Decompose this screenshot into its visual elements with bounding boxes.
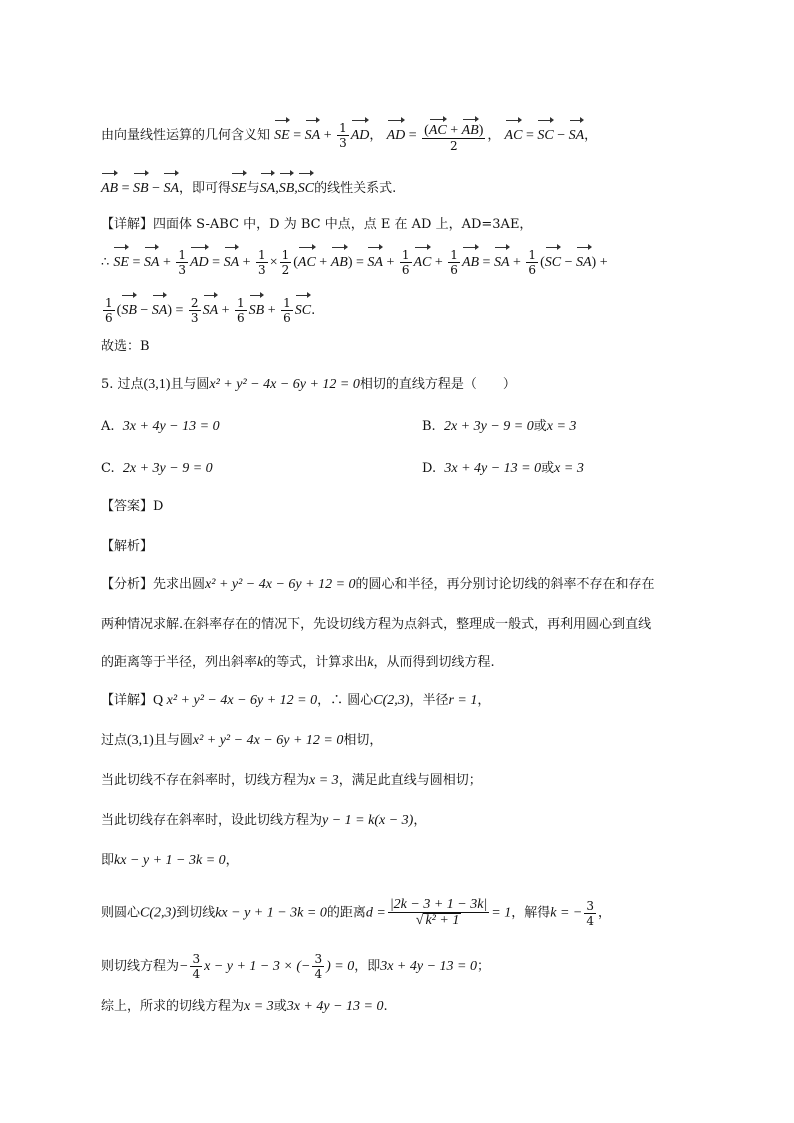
distance-fraction: $\frac{|2k - 3 + 1 - 3k|}{\text{√ k² + 1}}$ xyxy=(389,897,488,928)
analysis-line-3: 的距离等于半径，列出斜率k的等式，计算求出k，从而得到切线方程. xyxy=(101,655,495,670)
solution-line-2: 过点(3,1)且与圆x² + y² − 4x − 6y + 12 = 0相切， xyxy=(101,733,383,748)
vector-se: SE xyxy=(274,119,290,147)
analysis-line-2: 两种情况求解.在斜率存在的情况下，先设切线方程为点斜式，整理成一般式，再利用圆心到直线 xyxy=(101,617,652,632)
vector-relation-line-1: 由向量线性运算的几何含义知 SE = SA + $\frac{1}{3}$ AD， AD = $\frac{(AC + AB)}{2}$ ， AC = SC − SA， xyxy=(101,118,597,153)
fraction-ac-ab-half: $\frac{(AC + AB)}{2}$ xyxy=(422,118,485,153)
option-c: C. 2x + 3y − 9 = 0 xyxy=(101,461,213,476)
detail-derivation-line-1: ∴ SE = SA + $\frac{1}{3}$ AD = SA + $\frac{1}{3}$ × $\frac{1}{2}$ (AC + AB) = SA + $\frac{1}{6}$ AC + $\frac{1}{6}$ AB = SA + $\frac{1}{6}$ (SC − SA) + xyxy=(101,248,608,277)
solution-line-5: 即kx − y + 1 − 3k = 0， xyxy=(101,853,239,868)
solution-line-4: 当此切线存在斜率时，设此切线方程为y − 1 = k(x − 3)， xyxy=(101,813,427,828)
solution-line-7: 则切线方程为− $\frac{3}{4}$ x − y + 1 − 3 × (− $\frac{3}{4}$ ) = 0，即3x + 4y − 13 = 0； xyxy=(101,952,490,981)
option-b: B. 2x + 3y − 9 = 0或x = 3 xyxy=(422,419,577,434)
vector-relation-line-2: AB = SB − SA，即可得SE与SA,SB,SC的线性关系式. xyxy=(101,172,396,200)
vector-ad: AD xyxy=(351,119,370,147)
detail-tag: 【详解】 xyxy=(101,217,154,232)
fraction-one-third: $\frac{1}{3}$ xyxy=(339,121,347,150)
vector-sa: SA xyxy=(305,119,321,147)
question-5-stem: 5. 过点(3,1)且与圆x² + y² − 4x − 6y + 12 = 0相切的直线方程是（ ） xyxy=(101,377,516,392)
detail-text: 四面体 S-ABC 中，D 为 BC 中点，点 E 在 AD 上，AD=3AE， xyxy=(153,217,533,232)
analysis-line-1: 【分析】先求出圆x² + y² − 4x − 6y + 12 = 0的圆心和半径，再分别讨论切线的斜率不存在和存在 xyxy=(101,577,655,592)
answer-label: 【答案】D xyxy=(101,499,164,514)
analysis-heading: 【解析】 xyxy=(101,539,154,554)
detail-heading-line xyxy=(101,214,532,236)
solution-line-1: 【详解】Q x² + y² − 4x − 6y + 12 = 0，∴ 圆心C(2,3)，半径r = 1， xyxy=(101,693,491,708)
lead-text: 由向量线性运算的几何含义知 xyxy=(101,128,271,143)
option-d: D. 3x + 4y − 13 = 0或x = 3 xyxy=(422,461,584,476)
detail-derivation-line-2: $\frac{1}{6}$ (SB − SA) = $\frac{2}{3}$ SA + $\frac{1}{6}$ SB + $\frac{1}{6}$ SC. xyxy=(105,296,316,325)
solution-line-6: 则圆心C(2,3)到切线kx − y + 1 − 3k = 0的距离d = $\frac{|2k - 3 + 1 - 3k|}{\text{√ k² + 1}}$ = 1，解得k = − $\frac{3}{4}$ ， xyxy=(101,897,612,928)
solution-line-8: 综上，所求的切线方程为x = 3或3x + 4y − 13 = 0. xyxy=(101,999,388,1014)
option-a: A. 3x + 4y − 13 = 0 xyxy=(101,419,220,434)
solution-line-3: 当此切线不存在斜率时，切线方程为x = 3，满足此直线与圆相切； xyxy=(101,773,482,788)
answer-choice-line: 故选：B xyxy=(101,339,150,354)
